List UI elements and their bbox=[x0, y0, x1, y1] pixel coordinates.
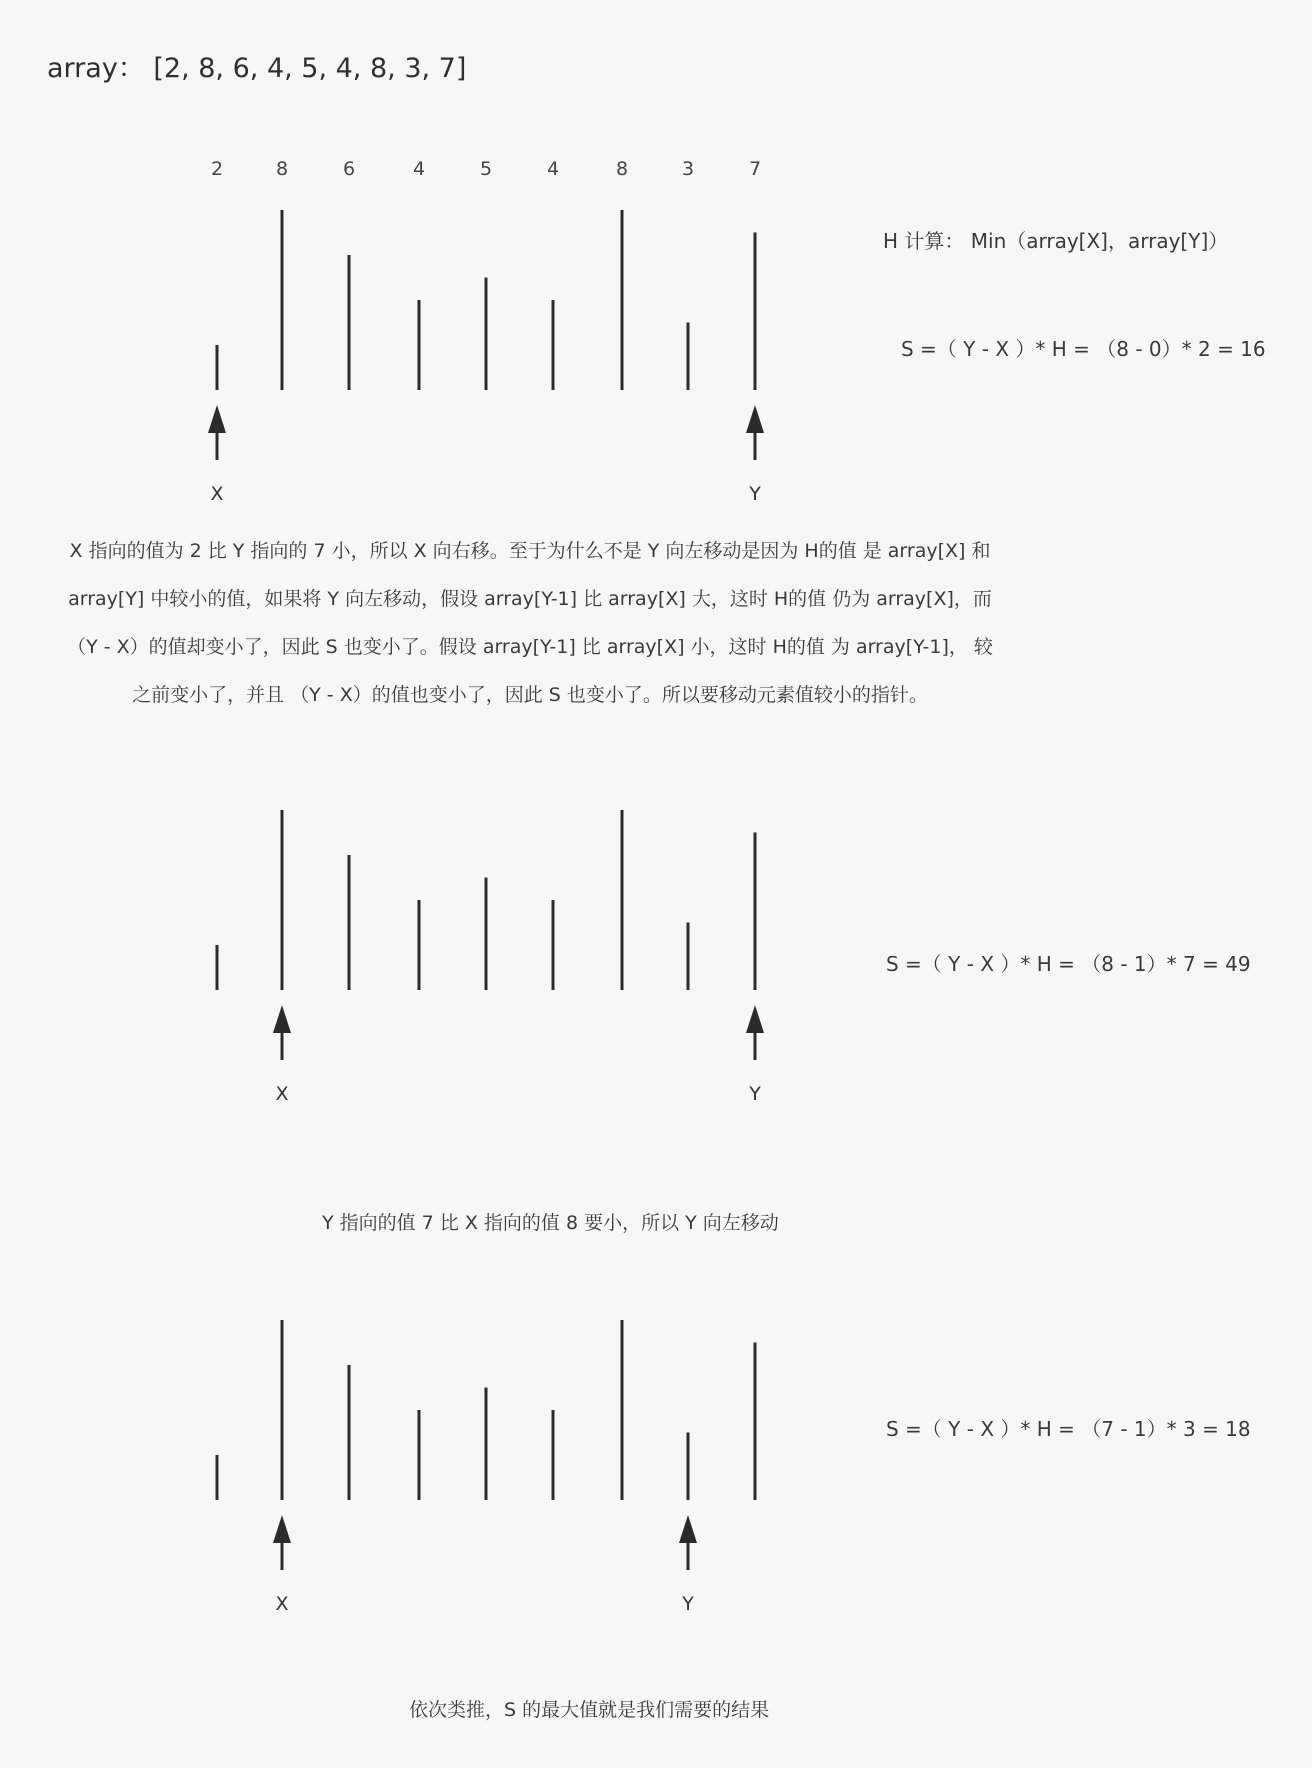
explanation-line-2: array[Y] 中较小的值，如果将 Y 向左移动，假设 array[Y-1] 比 array[X] 大，这时 H的值 仍为 array[X]，而 bbox=[68, 588, 992, 610]
array-title: array： [2, 8, 6, 4, 5, 4, 8, 3, 7] bbox=[47, 53, 467, 84]
array-value-label: 8 bbox=[275, 158, 289, 180]
y-pointer-arrow-icon bbox=[679, 1515, 697, 1543]
h-formula: H 计算： Min（array[X]，array[Y]） bbox=[883, 229, 1229, 253]
s-formula-step-3: S =（ Y - X ）* H = （7 - 1）* 3 = 18 bbox=[886, 1417, 1251, 1441]
y-pointer-label: Y bbox=[682, 1593, 694, 1615]
step-2-note: Y 指向的值 7 比 X 指向的值 8 要小，所以 Y 向左移动 bbox=[322, 1212, 779, 1234]
s-formula-step-1: S =（ Y - X ）* H = （8 - 0）* 2 = 16 bbox=[901, 337, 1266, 361]
x-pointer-arrow-icon bbox=[273, 1005, 291, 1033]
x-pointer-label: X bbox=[210, 483, 224, 505]
array-value-label: 4 bbox=[412, 158, 426, 180]
array-value-label: 3 bbox=[681, 158, 695, 180]
s-formula-step-2: S =（ Y - X ）* H = （8 - 1）* 7 = 49 bbox=[886, 952, 1251, 976]
array-value-label: 2 bbox=[210, 158, 224, 180]
array-value-label: 7 bbox=[748, 158, 762, 180]
x-pointer-arrow-icon bbox=[273, 1515, 291, 1543]
explanation-line-3: （Y - X）的值却变小了，因此 S 也变小了。假设 array[Y-1] 比 array[X] 小，这时 H的值 为 array[Y-1]， 较 bbox=[67, 636, 993, 658]
explanation-paragraph bbox=[60, 527, 1000, 719]
y-pointer-label: Y bbox=[749, 1083, 761, 1105]
explanation-line-1: X 指向的值为 2 比 Y 指向的 7 小，所以 X 向右移。至于为什么不是 Y 向左移动是因为 H的值 是 array[X] 和 bbox=[69, 540, 991, 562]
array-value-label: 4 bbox=[546, 158, 560, 180]
array-value-label: 5 bbox=[479, 158, 493, 180]
y-pointer-label: Y bbox=[749, 483, 761, 505]
explanation-line-4: 之前变小了，并且 （Y - X）的值也变小了，因此 S 也变小了。所以要移动元素值较小的指针。 bbox=[132, 684, 928, 706]
bar-diagram-step-3 bbox=[0, 1310, 1312, 1615]
y-pointer-arrow-icon bbox=[746, 1005, 764, 1033]
array-value-label: 6 bbox=[342, 158, 356, 180]
x-pointer-arrow-icon bbox=[208, 405, 226, 433]
y-pointer-arrow-icon bbox=[746, 405, 764, 433]
conclusion: 依次类推，S 的最大值就是我们需要的结果 bbox=[409, 1699, 770, 1721]
x-pointer-label: X bbox=[275, 1593, 289, 1615]
x-pointer-label: X bbox=[275, 1083, 289, 1105]
array-value-label: 8 bbox=[615, 158, 629, 180]
